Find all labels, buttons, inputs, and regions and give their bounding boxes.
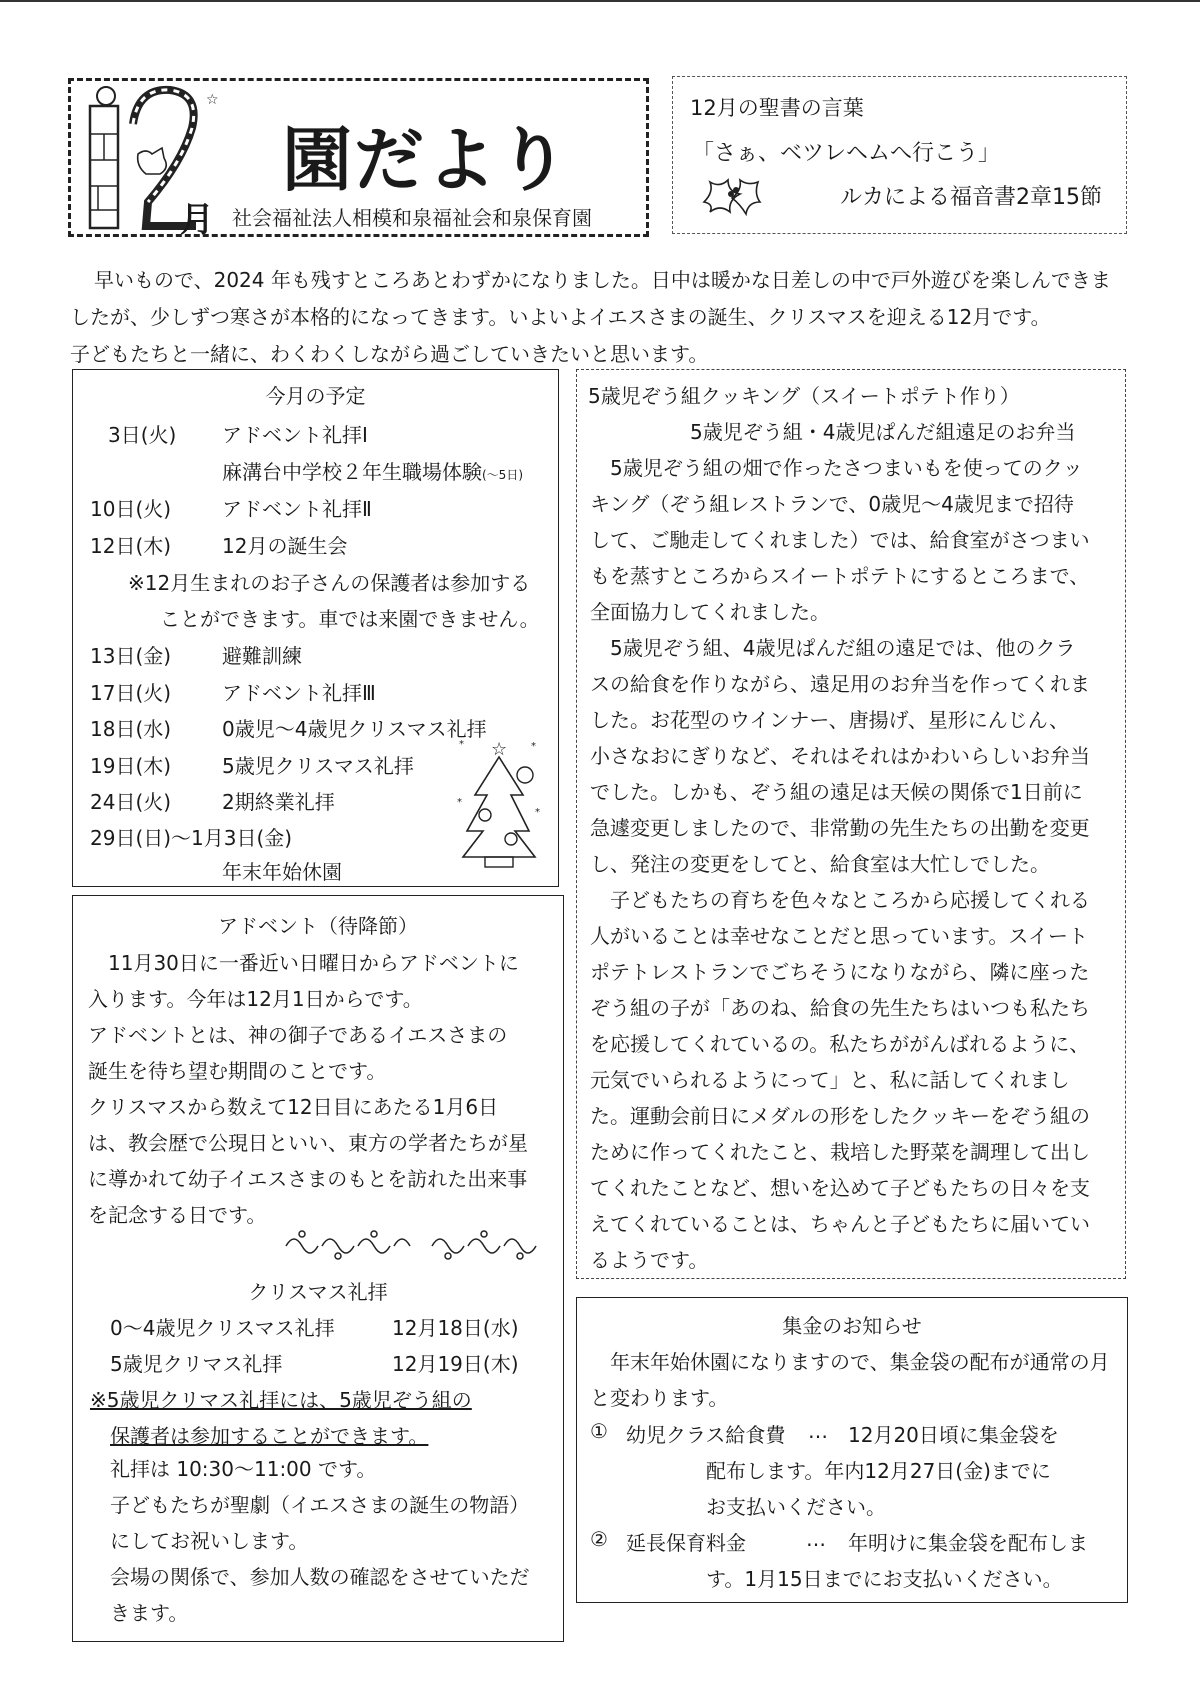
svg-text:*: * [459, 739, 464, 750]
story-line: して、ご馳走してくれました）では、給食室がさつまい [590, 528, 1090, 552]
collection-item-text: 配布します。年内12月27日(金)までに [706, 1459, 1051, 1483]
schedule-date: 13日(金) [90, 644, 172, 668]
svg-text:☆: ☆ [491, 739, 508, 760]
schedule-date: 19日(木) [90, 754, 172, 778]
advent-line: は、教会歴で公現日といい、東方の学者たちが星 [88, 1131, 528, 1155]
verse-reference: ルカによる福音書2章15節 [840, 185, 1102, 210]
schedule-event: 年末年始休園 [222, 860, 342, 884]
story-line: 小さなおにぎりなど、それはそれはかわいらしいお弁当 [590, 744, 1090, 768]
month-badge: 月 [180, 200, 214, 240]
story-line: えてくれていることは、ちゃんと子どもたちに届いてい [590, 1212, 1090, 1236]
svg-text:*: * [535, 807, 540, 818]
collection-item-label: 延長保育料金 [626, 1531, 746, 1555]
christmas-detail-line: にしてお祝いします。 [110, 1529, 309, 1553]
christmas-detail-line: きます。 [110, 1601, 189, 1625]
story-line: 全面協力してくれました。 [590, 600, 830, 624]
christmas-note: 保護者は参加することができます。 [110, 1424, 429, 1448]
schedule-event: アドベント礼拝Ⅰ [222, 423, 368, 447]
schedule-date: 10日(火) [90, 497, 172, 521]
garland-decoration-icon [282, 1226, 554, 1264]
story-line: し、発注の変更をしてと、給食室は大忙しでした。 [590, 852, 1050, 876]
top-rule [0, 0, 1200, 2]
story-line: 5歳児ぞう組、4歳児ぱんだ組の遠足では、他のクラ [610, 636, 1076, 660]
page-title: 園だより [282, 119, 570, 201]
story-line: ポテトレストランでごちそうになりながら、隣に座った [590, 960, 1090, 984]
advent-line: アドベントとは、神の御子であるイエスさまの [88, 1023, 508, 1047]
schedule-event: アドベント礼拝Ⅲ [222, 681, 376, 705]
schedule-note: ※12月生まれのお子さんの保護者は参加する [128, 571, 531, 595]
schedule-event: 0歳児～4歳児クリスマス礼拝 [222, 717, 487, 741]
christmas-group: 5歳児クリマス礼拝 [110, 1352, 283, 1376]
schedule-date: 3日(火) [108, 423, 177, 447]
advent-line: クリスマスから数えて12日目にあたる1月6日 [88, 1095, 499, 1119]
christmas-detail-line: 会場の関係で、参加人数の確認をさせていただ [110, 1565, 530, 1589]
svg-text:*: * [457, 797, 462, 808]
story-text [590, 450, 1120, 1278]
advent-title: アドベント（待降節） [218, 914, 418, 938]
story-line: 急遽変更しましたので、非常勤の先生たちの出勤を変更 [590, 816, 1090, 840]
schedule-date: 12日(木) [90, 534, 172, 558]
story-line: した。お花型のウインナー、唐揚げ、星形にんじん、 [590, 708, 1069, 732]
collection-box [576, 1297, 1128, 1603]
story-subtitle: 5歳児ぞう組・4歳児ぱんだ組遠足のお弁当 [690, 420, 1076, 444]
schedule-note: (～5日) [482, 468, 523, 482]
collection-item-marker: ② [590, 1527, 608, 1551]
schedule-event: 麻溝台中学校２年生職場体験(～5日) [222, 460, 523, 484]
schedule-title: 今月の予定 [265, 384, 366, 408]
collection-intro: 年末年始休園になりますので、集金袋の配布が通常の月 [610, 1350, 1110, 1374]
christmas-title: クリスマス礼拝 [248, 1280, 388, 1304]
schedule-date: 17日(火) [90, 681, 172, 705]
christmas-note: ※5歳児クリマス礼拝には、5歳児ぞう組の [90, 1388, 472, 1412]
story-line: 5歳児ぞう組の畑で作ったさつまいもを使ってのクッ [610, 456, 1083, 480]
verse-text: 「さぁ、ベツレヘムへ行こう」 [692, 141, 1001, 166]
advent-line: 誕生を待ち望む期間のことです。 [88, 1059, 387, 1083]
holly-icon [700, 172, 762, 222]
collection-item-text: す。1月15日までにお支払いください。 [706, 1567, 1063, 1591]
collection-title: 集金のお知らせ [782, 1314, 922, 1338]
story-line: スの給食を作りながら、遠足用のお弁当を作ってくれま [590, 672, 1090, 696]
christmas-date: 12月19日(木) [392, 1352, 519, 1376]
schedule-date: 24日(火) [90, 790, 172, 814]
schedule-event: アドベント礼拝Ⅱ [222, 497, 372, 521]
christmas-tree-icon [455, 735, 543, 870]
christmas-detail [110, 1451, 560, 1631]
story-line: ぞう組の子が「あのね、給食の先生たちはいつも私たち [590, 996, 1090, 1020]
story-line: でした。しかも、ぞう組の遠足は天候の関係で1日前に [590, 780, 1083, 804]
intro-line: したが、少しずつ寒さが本格的になってきます。いよいよイエスさまの誕生、クリスマスを迎える12月です。 [70, 305, 1051, 329]
collection-item-text: 年明けに集金袋を配布しま [848, 1531, 1088, 1555]
christmas-group: 0～4歳児クリスマス礼拝 [110, 1316, 335, 1340]
schedule-event: 5歳児クリスマス礼拝 [222, 754, 414, 778]
collection-item-marker: ① [590, 1419, 608, 1443]
christmas-date: 12月18日(水) [392, 1316, 519, 1340]
verse-heading: 12月の聖書の言葉 [690, 96, 864, 120]
story-line: を応援してくれているの。私たちががんばれるように、 [590, 1032, 1090, 1056]
svg-text:*: * [531, 741, 536, 752]
story-line: ために作ってくれたこと、栽培した野菜を調理して出し [590, 1140, 1090, 1164]
intro-line: 早いもので、2024 年も残すところあとわずかになりました。日中は暖かな日差しの中で戸外遊びを楽しんできま [94, 268, 1111, 292]
advent-text [88, 945, 558, 1233]
story-line: キング（ぞう組レストランで、0歳児～4歳児まで招待 [590, 492, 1074, 516]
svg-text:☆: ☆ [206, 92, 219, 108]
intro-line: 子どもたちと一緒に、わくわくしながら過ごしていきたいと思います。 [70, 342, 709, 366]
schedule-date: 29日(日)～1月3日(金) [90, 826, 293, 850]
story-line: 元気でいられるようにって」と、私に話してくれまし [590, 1068, 1070, 1092]
collection-item-text: 12月20日頃に集金袋を [848, 1423, 1059, 1447]
christmas-detail-line: 礼拝は 10:30～11:00 です。 [110, 1457, 377, 1481]
story-line: てくれたことなど、想いを込めて子どもたちの日々を支 [590, 1176, 1090, 1200]
story-line: もを蒸すところからスイートポテトにするところまで、 [590, 564, 1090, 588]
schedule-event: 12月の誕生会 [222, 534, 348, 558]
advent-line: を記念する日です。 [88, 1203, 267, 1227]
organization-name: 社会福祉法人相模和泉福祉会和泉保育園 [232, 206, 592, 230]
story-line: 子どもたちの育ちを色々なところから応援してくれる [610, 888, 1090, 912]
schedule-date: 18日(水) [90, 717, 172, 741]
advent-line: 入ります。今年は12月1日からです。 [88, 987, 423, 1011]
christmas-detail-line: 子どもたちが聖劇（イエスさまの誕生の物語） [110, 1493, 530, 1517]
collection-intro: と変わります。 [590, 1386, 729, 1410]
schedule-note: ことができます。車では来園できません。 [160, 607, 540, 631]
advent-line: に導かれて幼子イエスさまのもとを訪れた出来事 [88, 1167, 528, 1191]
story-title: 5歳児ぞう組クッキング（スイートポテト作り） [588, 384, 1020, 408]
advent-line: 11月30日に一番近い日曜日からアドベントに [108, 951, 519, 975]
collection-item-dots: … [806, 1527, 826, 1551]
schedule-event: 避難訓練 [222, 644, 302, 668]
collection-item-text: お支払いください。 [706, 1495, 886, 1519]
intro-paragraph [70, 262, 1140, 373]
schedule-event: 2期終業礼拝 [222, 790, 335, 814]
collection-item-label: 幼児クラス給食費 [626, 1423, 786, 1447]
collection-item-dots: … [808, 1419, 828, 1443]
story-line: るようです。 [590, 1248, 709, 1272]
story-line: た。運動会前日にメダルの形をしたクッキーをぞう組の [590, 1104, 1090, 1128]
story-line: 人がいることは幸せなことだと思っています。スイート [590, 924, 1088, 948]
